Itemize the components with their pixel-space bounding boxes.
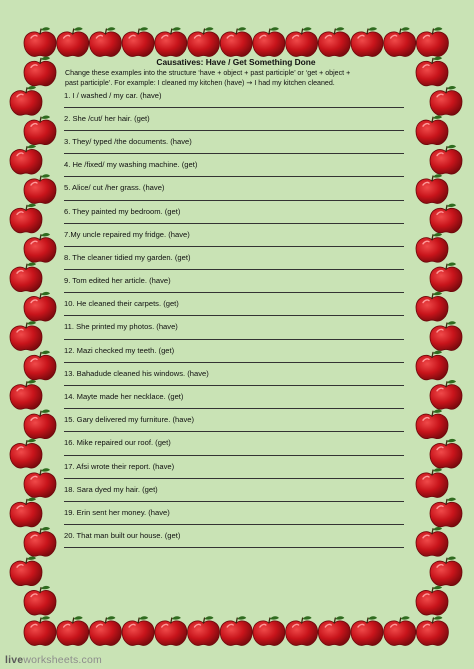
exercise-prompt: 12. Mazi checked my teeth. (get) (64, 345, 175, 355)
apple-icon (10, 145, 42, 174)
exercise-item (60, 183, 412, 206)
arrow-icon: → (246, 78, 253, 88)
exercise-prompt: 5. Alice/ cut /her grass. (have) (64, 183, 165, 193)
apple-icon (10, 498, 42, 527)
exercise-prompt: 6. They painted my bedroom. (get) (64, 206, 181, 216)
exercise-item (60, 531, 412, 554)
exercise-item (60, 114, 412, 137)
answer-line[interactable] (64, 153, 404, 154)
apple-icon (430, 439, 462, 468)
exercise-item (60, 392, 412, 415)
exercise-item (60, 369, 412, 392)
apple-icon (24, 527, 56, 556)
apple-icon (122, 27, 154, 56)
exercise-item (60, 485, 412, 508)
exercise-prompt: 13. Bahadude cleaned his windows. (have) (64, 368, 209, 378)
exercise-prompt: 4. He /fixed/ my washing machine. (get) (64, 160, 198, 170)
exercise-prompt: 17. Afsi wrote their report. (have) (64, 461, 175, 471)
apple-icon (416, 174, 448, 203)
apple-icon (416, 586, 448, 615)
apple-icon (24, 233, 56, 262)
apple-icon (416, 57, 448, 86)
answer-line[interactable] (64, 315, 404, 316)
answer-line[interactable] (64, 223, 404, 224)
answer-line[interactable] (64, 547, 404, 548)
apple-icon (430, 498, 462, 527)
exercise-item (60, 253, 412, 276)
page-title: Causatives: Have / Get Something Done (156, 57, 316, 67)
apple-icon (188, 27, 220, 56)
exercise-item (60, 91, 412, 114)
apple-icon (416, 409, 448, 438)
exercise-prompt: 10. He cleaned their carpets. (get) (64, 299, 179, 309)
exercise-prompt: 18. Sara dyed my hair. (get) (64, 484, 158, 494)
exercise-item (60, 438, 412, 461)
apple-icon (253, 27, 285, 56)
answer-line[interactable] (64, 130, 404, 131)
apple-icon (416, 616, 448, 645)
apple-icon (10, 321, 42, 350)
apple-icon (430, 262, 462, 291)
apple-icon (24, 468, 56, 497)
apple-icon (318, 27, 350, 56)
apple-icon (24, 586, 56, 615)
apple-icon (24, 351, 56, 380)
exercise-item (60, 322, 412, 345)
exercise-list (60, 91, 412, 555)
apple-icon (430, 145, 462, 174)
apple-icon (89, 27, 121, 56)
exercise-item (60, 346, 412, 369)
apple-icon (24, 616, 56, 645)
apple-icon (351, 27, 383, 56)
exercise-prompt: 9. Tom edited her article. (have) (64, 276, 171, 286)
apple-icon (286, 27, 318, 56)
exercise-prompt: 11. She printed my photos. (have) (64, 322, 178, 332)
answer-line[interactable] (64, 269, 404, 270)
exercise-item (60, 415, 412, 438)
apple-icon (416, 27, 448, 56)
answer-line[interactable] (64, 362, 404, 363)
apple-icon (430, 556, 462, 585)
exercise-prompt: 19. Erin sent her money. (have) (64, 507, 170, 517)
brand-prefix: live (5, 654, 24, 666)
apple-icon (416, 292, 448, 321)
apple-icon (220, 27, 252, 56)
apple-icon (10, 262, 42, 291)
answer-line[interactable] (64, 200, 404, 201)
exercise-prompt: 1. I / washed / my car. (have) (64, 90, 162, 100)
instructions-example-answer: I had my kitchen cleaned. (254, 79, 335, 88)
apple-icon (430, 86, 462, 115)
instructions-line-1: Change these examples into the structure ‘have + object + past participle’ or ‘get + object + (65, 69, 351, 77)
apple-icon (24, 115, 56, 144)
exercise-prompt: 15. Gary delivered my furniture. (have) (64, 415, 194, 425)
answer-line[interactable] (64, 455, 404, 456)
apple-icon (57, 27, 89, 56)
exercise-prompt: 2. She /cut/ her hair. (get) (64, 113, 150, 123)
apple-icon (10, 556, 42, 585)
answer-line[interactable] (64, 246, 404, 247)
apple-icon (24, 292, 56, 321)
answer-line[interactable] (64, 478, 404, 479)
answer-line[interactable] (64, 339, 404, 340)
exercise-item (60, 276, 412, 299)
apple-icon (416, 468, 448, 497)
apple-icon (430, 321, 462, 350)
answer-line[interactable] (64, 524, 404, 525)
exercise-item (60, 508, 412, 531)
apple-icon (10, 204, 42, 233)
instructions-line-2: past participle’. For example: I cleaned my kitchen (have) (65, 79, 245, 88)
exercise-prompt: 7.My uncle repaired my fridge. (have) (64, 229, 190, 239)
apple-icon (10, 86, 42, 115)
apple-icon (384, 27, 416, 56)
apple-icon (430, 204, 462, 233)
answer-line[interactable] (64, 107, 404, 108)
exercise-item (60, 160, 412, 183)
apple-icon (416, 527, 448, 556)
apple-icon (24, 57, 56, 86)
worksheet (60, 57, 412, 637)
answer-line[interactable] (64, 431, 404, 432)
apple-icon (416, 115, 448, 144)
answer-line[interactable] (64, 292, 404, 293)
answer-line[interactable] (64, 176, 404, 177)
apple-icon (24, 409, 56, 438)
apple-icon (10, 439, 42, 468)
footer-brand (5, 654, 102, 666)
apple-icon (24, 27, 56, 56)
exercise-item (60, 207, 412, 230)
apple-icon (430, 380, 462, 409)
answer-line[interactable] (64, 385, 404, 386)
answer-line[interactable] (64, 501, 404, 502)
exercise-prompt: 8. The cleaner tidied my garden. (get) (64, 252, 191, 262)
exercise-prompt: 3. They/ typed /the documents. (have) (64, 136, 192, 146)
exercise-item (60, 462, 412, 485)
brand-rest: worksheets.com (23, 654, 102, 666)
apple-icon (24, 174, 56, 203)
apple-icon (416, 351, 448, 380)
exercise-prompt: 20. That man built our house. (get) (64, 531, 181, 541)
exercise-item (60, 299, 412, 322)
answer-line[interactable] (64, 408, 404, 409)
exercise-item (60, 230, 412, 253)
apple-icon (155, 27, 187, 56)
apple-icon (416, 233, 448, 262)
exercise-item (60, 137, 412, 160)
exercise-prompt: 16. Mike repaired our roof. (get) (64, 438, 171, 448)
instructions (65, 69, 412, 89)
exercise-prompt: 14. Mayte made her necklace. (get) (64, 392, 184, 402)
apple-icon (10, 380, 42, 409)
